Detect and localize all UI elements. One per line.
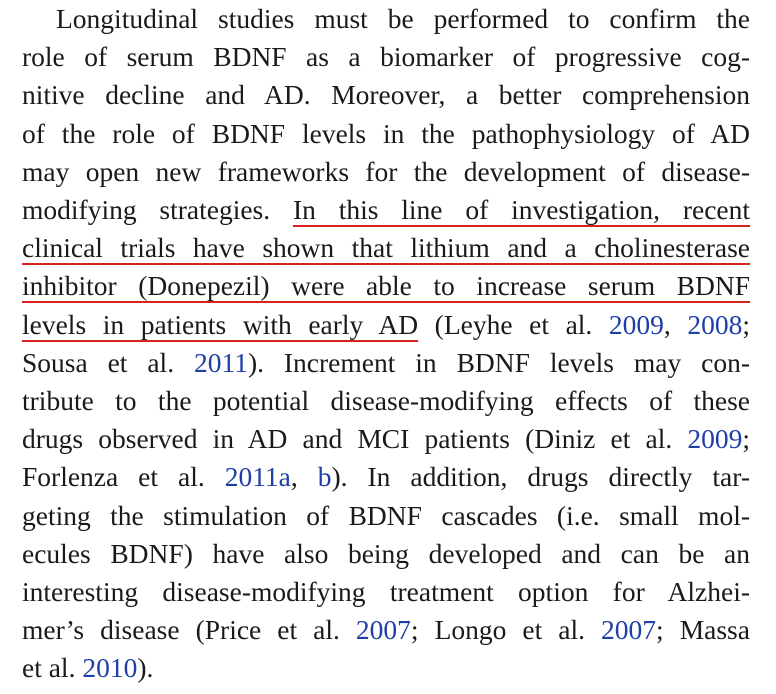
text-line [22,420,750,458]
citation-link[interactable]: 2011 [193,346,248,378]
text-run: , [290,461,318,493]
citation-link[interactable]: b [317,461,332,493]
text-run: geting the stimulation of BDNF cascades (i.e. small mol- [22,499,750,531]
text-line [22,649,750,687]
text-run: ; Longo et al. [410,614,602,646]
citation-link[interactable]: 2009 [687,423,743,455]
citation-link[interactable]: 2007 [601,614,657,646]
text-line [22,611,750,649]
text-line [22,38,750,76]
text-run: Longitudinal studies must be performed to confirm the [56,3,750,34]
highlighted-text: levels in patients with early AD [22,308,419,340]
text-line [22,191,750,229]
text-line [22,344,750,382]
text-line [22,382,750,420]
text-line [22,497,750,535]
text-run: modifying strategies. [22,194,293,225]
text-run: Sousa et al. [22,346,194,378]
citation-link[interactable]: 2007 [355,614,411,646]
text-line [22,267,750,305]
highlighted-text: clinical trials have shown that lithium and a cholinesterase [22,232,750,264]
text-run: role of serum BDNF as a biomarker of progressive cog- [22,41,750,73]
text-line [22,76,750,114]
text-run: ; [742,308,751,340]
text-run: ). [137,652,154,684]
highlighted-text: In this line of investigation, recent [292,194,750,225]
text-run: drugs observed in AD and MCI patients (Diniz et al. [22,423,688,455]
text-line [22,573,750,611]
citation-link[interactable]: 2009 [608,308,664,340]
text-line [22,0,750,38]
text-line [22,306,750,344]
highlighted-text: inhibitor (Donepezil) were able to increase serum BDNF [22,270,750,302]
text-line [22,535,750,573]
text-line [22,458,750,496]
text-run: ; [742,423,750,455]
text-run: Forlenza et al. [22,461,225,493]
text-run: ). In addition, drugs directly tar- [331,461,751,493]
text-run: ). Increment in BDNF levels may con- [247,346,750,378]
text-run: mer’s disease (Price et al. [22,614,356,646]
citation-link[interactable]: 2010 [82,652,138,684]
text-run: interesting disease-modifying treatment option for Alzhei- [22,576,750,607]
text-run: tribute to the potential disease-modifying effects of these [22,385,750,416]
text-run: ecules BDNF) have also being developed and can be an [22,537,750,569]
text-run: of the role of BDNF levels in the pathophysiology of AD [22,117,750,149]
text-line [22,229,750,267]
text-run: nitive decline and AD. Moreover, a better comprehension [22,79,750,111]
text-run: may open new frameworks for the development of disease- [22,155,750,187]
text-run: et al. [22,652,83,684]
text-line [22,115,750,153]
text-run: (Leyhe et al. [418,308,609,340]
citation-link[interactable]: 2011a [224,461,291,493]
text-line [22,153,750,191]
citation-link[interactable]: 2008 [687,308,743,340]
text-run: , [663,308,688,340]
text-run: ; Massa [656,614,750,646]
